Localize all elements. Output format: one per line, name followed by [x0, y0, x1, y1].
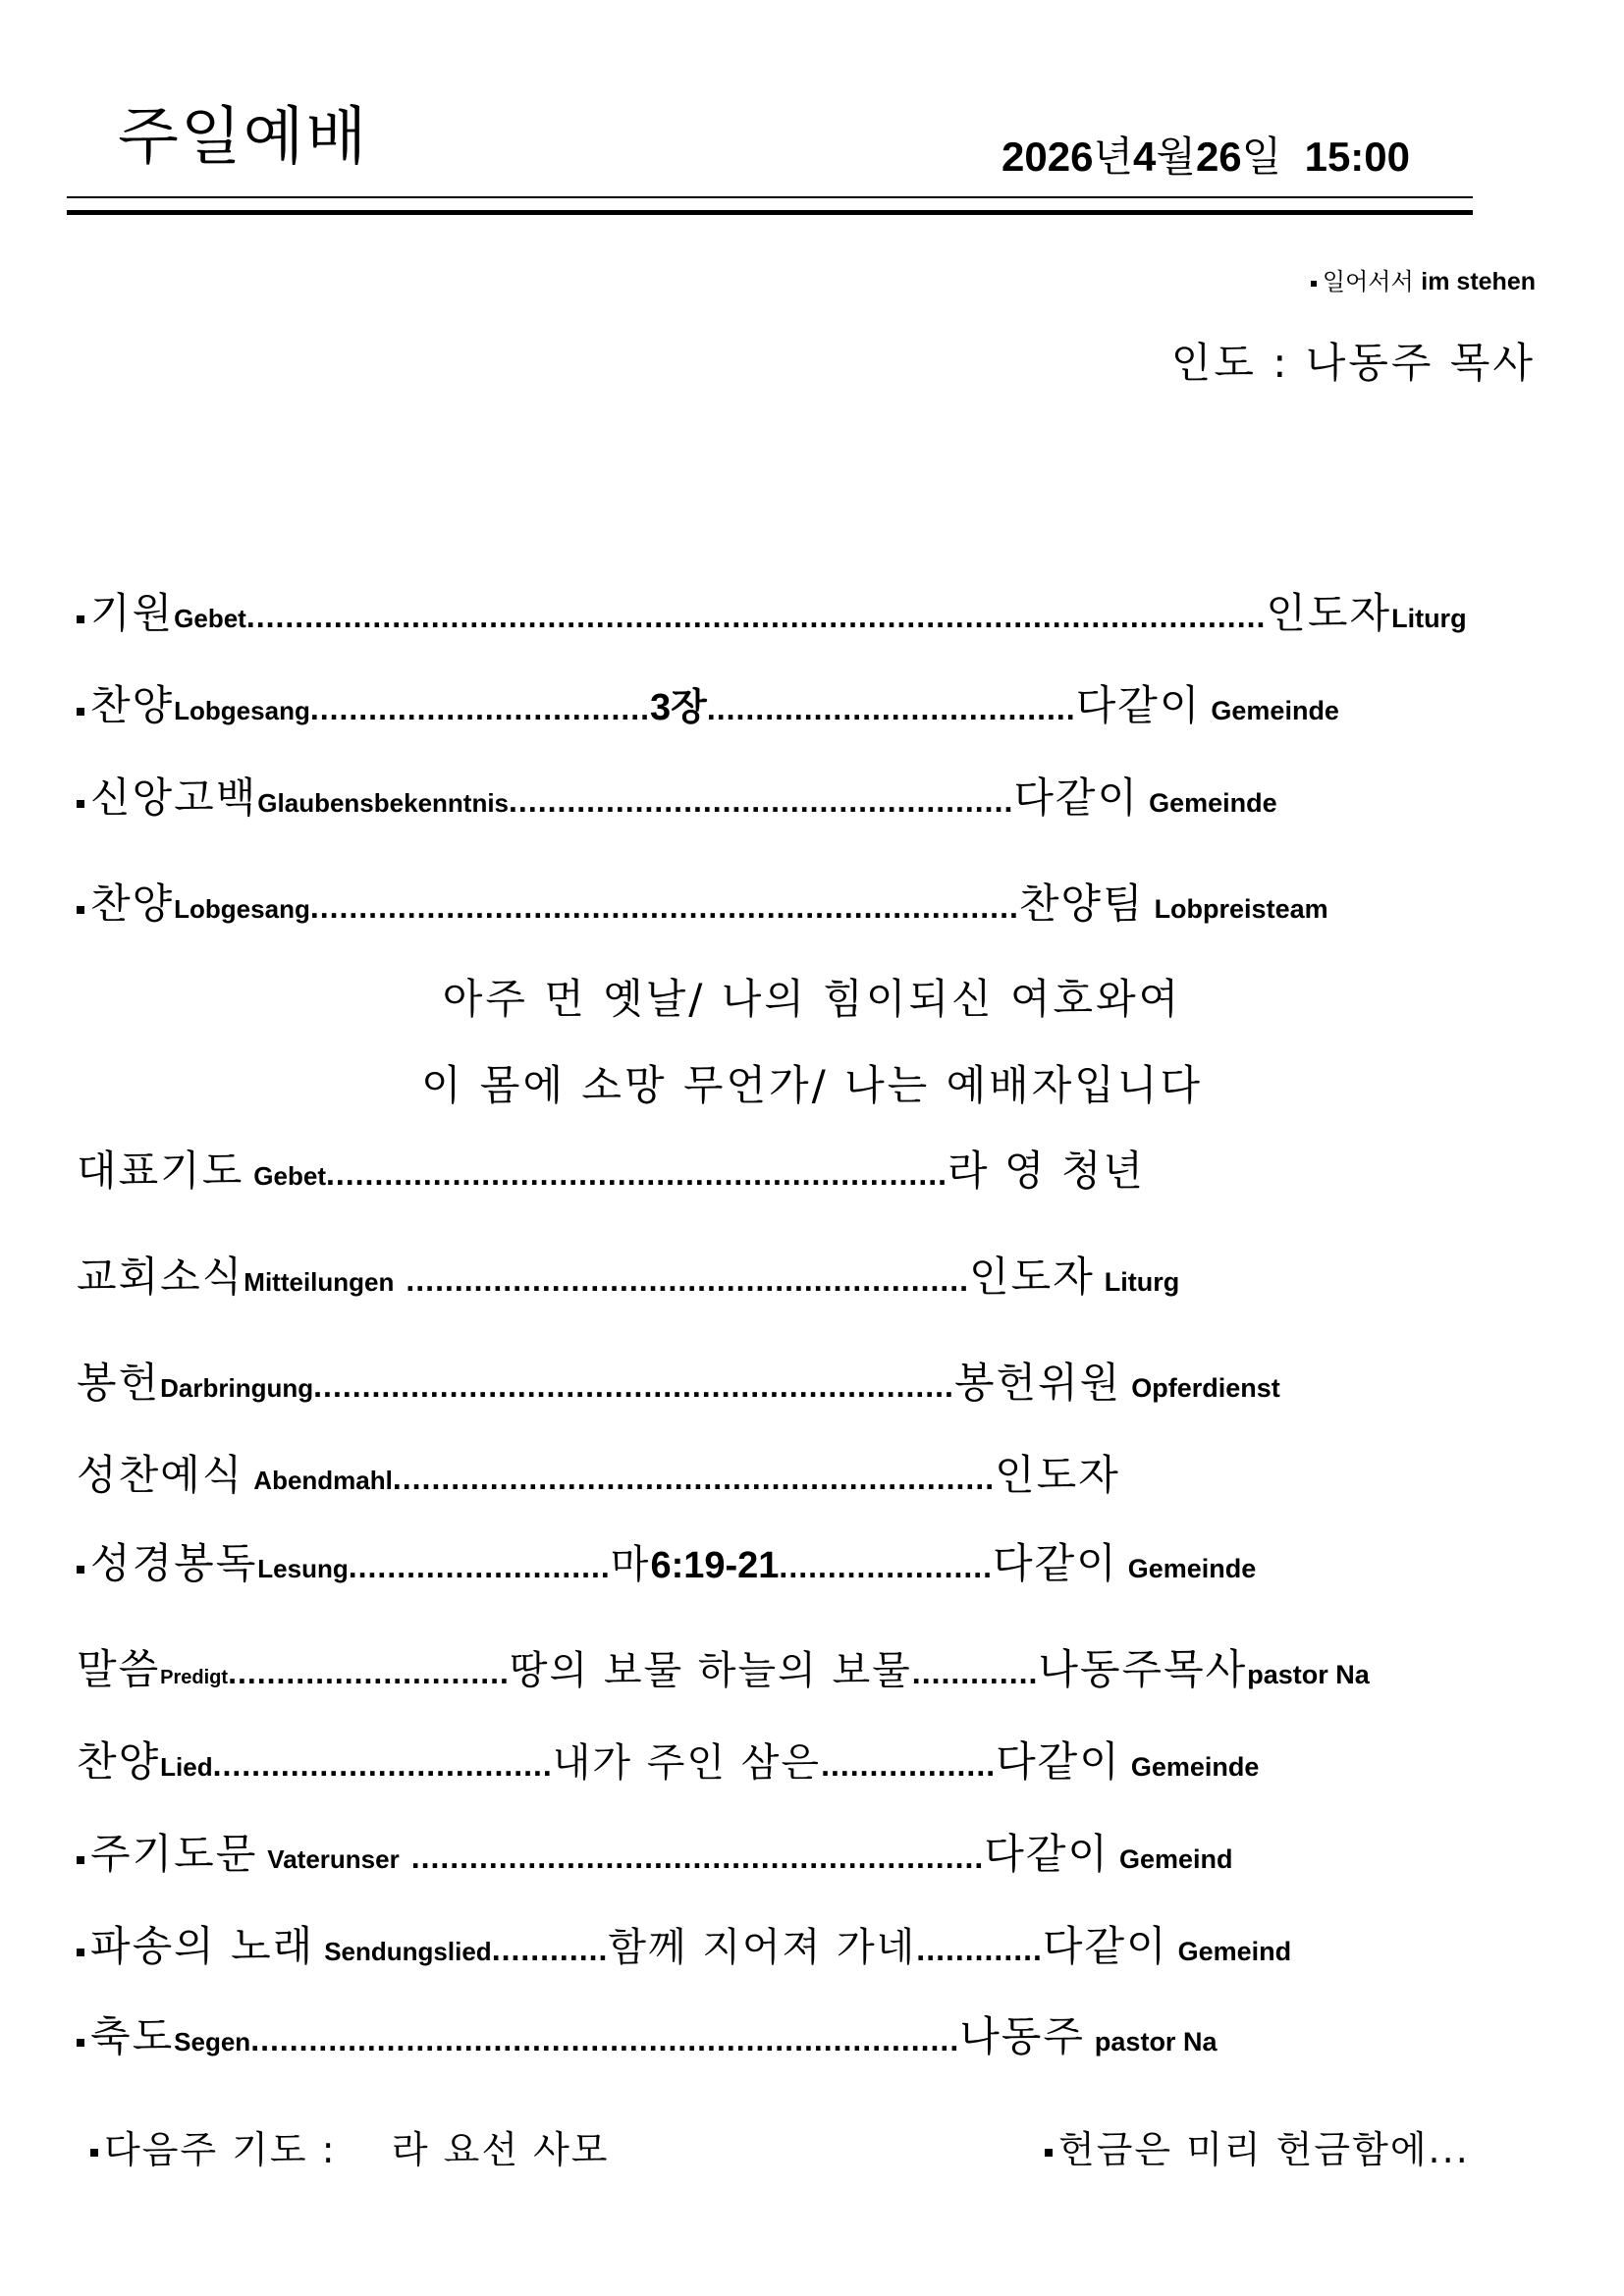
dot-leader: ............ — [491, 1932, 609, 1967]
program-item-prayer — [77, 1139, 1145, 1207]
program-item-leader-de: pastor Na — [1247, 1660, 1370, 1689]
dot-leader: ............. — [911, 1655, 1039, 1690]
date-year-unit: 년 — [1093, 133, 1134, 181]
program-item-leader-de: pastor Na — [1094, 2027, 1218, 2056]
program-item-detail: 6:19-21 — [650, 1545, 780, 1586]
program-item-leader-de: Gemeinde — [1211, 696, 1339, 725]
program-item-offering — [77, 1351, 1280, 1419]
program-item-de: Vaterunser — [267, 1844, 400, 1874]
service-date — [1001, 128, 1410, 187]
dot-leader: .................................................................. — [313, 1368, 954, 1404]
standing-note-de: im stehen — [1421, 268, 1536, 295]
program-item-leader-ko: 나동주 — [959, 2012, 1085, 2060]
program-item-leader-ko: 인도자 — [1266, 589, 1392, 637]
date-month: 4 — [1133, 133, 1157, 180]
page-title: 주일예배 — [118, 101, 369, 174]
next-week-prayer — [90, 2122, 610, 2177]
dot-leader: .................................................... — [509, 783, 1014, 819]
program-item-de: Darbringung — [160, 1373, 314, 1403]
program-item-communion — [77, 1443, 1120, 1512]
bullet-icon — [90, 2149, 98, 2157]
program-item-de: Gebet — [174, 604, 246, 633]
program-item-leader-de: Lobpreisteam — [1154, 894, 1328, 924]
program-item-announcements — [77, 1245, 1179, 1313]
dot-leader: ............. — [916, 1932, 1043, 1967]
program-item-ko: 성경봉독 — [90, 1539, 258, 1587]
program-item-de: Lobgesang — [174, 894, 310, 924]
dot-leader: .............................................................. — [392, 1461, 996, 1496]
program-item-ko: 찬양 — [77, 1737, 161, 1786]
offering-note-text: 헌금은 미리 헌금함에... — [1058, 2128, 1470, 2171]
program-item-leader-de: Gemeinde — [1149, 788, 1277, 818]
program-item-ko: 파송의 노래 — [90, 1922, 315, 1970]
dot-leader: .................. — [821, 1747, 997, 1783]
program-item-ko: 축도 — [90, 2012, 175, 2060]
song-line: 이 몸에 소망 무언가/ 나는 예배자입니다 — [420, 1061, 1204, 1109]
dot-leader: ................................... — [212, 1747, 553, 1783]
program-item-leader-de: Gemeinde — [1130, 1752, 1260, 1782]
date-time: 15:00 — [1304, 133, 1411, 180]
program-item-invocation — [77, 581, 1467, 650]
program-item-leader-ko: 나동주목사 — [1038, 1645, 1248, 1693]
dot-leader: ...................... — [779, 1549, 994, 1584]
bullet-icon — [77, 906, 84, 914]
program-item-detail: 3장 — [650, 687, 707, 728]
program-item-book: 마 — [610, 1542, 651, 1587]
program-item-de: Lied — [160, 1752, 213, 1782]
program-item-leader-ko: 인도자 — [995, 1451, 1120, 1499]
header-rule-thick — [67, 210, 1473, 215]
dot-leader: ........................................................... — [410, 1840, 985, 1875]
bullet-icon — [77, 800, 84, 808]
program-item-song — [77, 1730, 1259, 1798]
dot-leader: ................................................................ — [325, 1156, 947, 1192]
bullet-icon — [1311, 281, 1317, 287]
program-item-detail: 내가 주인 삼은 — [552, 1740, 822, 1786]
program-item-leader-ko: 다같이 — [1042, 1922, 1168, 1970]
program-item-ko: 찬양 — [90, 880, 175, 928]
date-day-unit: 일 — [1241, 133, 1282, 181]
program-item-leader-de: Liturg — [1391, 604, 1467, 633]
program-item-creed — [77, 766, 1277, 834]
dot-leader: ...................................... — [706, 691, 1076, 726]
service-leader: 인도 : 나동주 목사 — [1170, 339, 1536, 387]
header-rule-thin — [67, 196, 1473, 198]
program-item-lords-prayer — [77, 1822, 1233, 1891]
program-item-leader-ko: 다같이 — [1075, 681, 1202, 729]
date-month-unit: 월 — [1156, 133, 1196, 181]
program-item-ko: 기원 — [90, 589, 175, 637]
standing-note-ko: 일어서서 — [1322, 268, 1414, 295]
program-item-leader-ko: 인도자 — [969, 1253, 1095, 1301]
program-item-ko: 교회소식 — [77, 1253, 244, 1301]
dot-leader: ......................................................................................................... — [245, 599, 1267, 634]
program-item-leader-ko: 다같이 — [993, 1539, 1118, 1587]
program-item-ko: 주기도문 — [90, 1830, 258, 1878]
bullet-icon — [77, 2039, 84, 2047]
program-item-leader-de: Opferdienst — [1131, 1373, 1280, 1403]
program-item-leader-ko: 다같이 — [996, 1737, 1121, 1786]
program-item-leader-de: Liturg — [1104, 1267, 1180, 1297]
program-item-de: Lesung — [257, 1554, 349, 1583]
program-item-de: Mitteilungen — [244, 1267, 395, 1297]
program-item-ko: 대표기도 — [77, 1147, 244, 1195]
bullet-icon — [77, 708, 84, 716]
bullet-icon — [77, 1949, 84, 1956]
program-item-detail: 땅의 보물 하늘의 보물 — [509, 1648, 912, 1693]
next-week-prayer-text: 다음주 기도 : 라 요선 사모 — [104, 2128, 610, 2171]
program-item-leader-ko: 봉헌위원 — [953, 1359, 1122, 1407]
program-item-leader-ko: 찬양팀 — [1018, 880, 1145, 928]
dot-leader: ............................. — [228, 1655, 510, 1690]
program-item-ko: 성찬예식 — [77, 1451, 244, 1499]
dot-leader: ........................... — [348, 1549, 611, 1584]
song-line: 아주 먼 옛날/ 나의 힘이되신 여호와여 — [442, 975, 1182, 1023]
program-item-leader-ko: 다같이 — [984, 1830, 1110, 1878]
program-item-ko: 봉헌 — [77, 1359, 161, 1407]
dot-leader: ................................... — [309, 691, 650, 726]
program-item-hymn — [77, 673, 1339, 742]
program-item-ko: 말씀 — [77, 1645, 161, 1693]
date-day: 26 — [1195, 133, 1242, 180]
standing-note — [1311, 265, 1536, 298]
program-item-detail: 함께 지어져 가네 — [608, 1925, 917, 1970]
bullet-icon — [77, 615, 84, 623]
program-item-de: Segen — [174, 2027, 251, 2056]
program-item-ko: 찬양 — [90, 681, 175, 729]
program-item-de: Lobgesang — [174, 696, 310, 725]
program-item-de: Glaubensbekenntnis — [257, 788, 510, 818]
bullet-icon — [1045, 2149, 1053, 2157]
offering-note — [1045, 2122, 1470, 2177]
program-item-de: Sendungslied — [324, 1937, 492, 1966]
dot-leader: ......................................................................... — [309, 889, 1019, 925]
program-item-leader-de: Gemeind — [1177, 1937, 1292, 1966]
program-item-de: Predigt — [160, 1667, 229, 1688]
program-item-ko: 신앙고백 — [90, 774, 258, 822]
bullet-icon — [77, 1566, 84, 1574]
dot-leader: ......................................................................... — [250, 2022, 960, 2057]
program-item-benediction — [77, 2004, 1217, 2073]
program-item-sermon — [77, 1637, 1370, 1706]
program-item-leader-ko: 라 영 청년 — [947, 1147, 1145, 1195]
date-year: 2026 — [1001, 133, 1094, 180]
program-item-reading — [77, 1531, 1256, 1600]
program-item-leader-de: Gemeind — [1118, 1844, 1233, 1874]
program-item-de: Gebet — [253, 1161, 326, 1191]
program-item-leader-ko: 다같이 — [1013, 774, 1140, 822]
program-item-leader-de: Gemeinde — [1127, 1554, 1257, 1583]
dot-leader: .......................................................... — [406, 1262, 970, 1298]
program-item-praise — [77, 872, 1328, 940]
bullet-icon — [77, 1856, 84, 1864]
program-item-sending-song — [77, 1914, 1291, 1983]
program-item-de: Abendmahl — [253, 1466, 393, 1495]
